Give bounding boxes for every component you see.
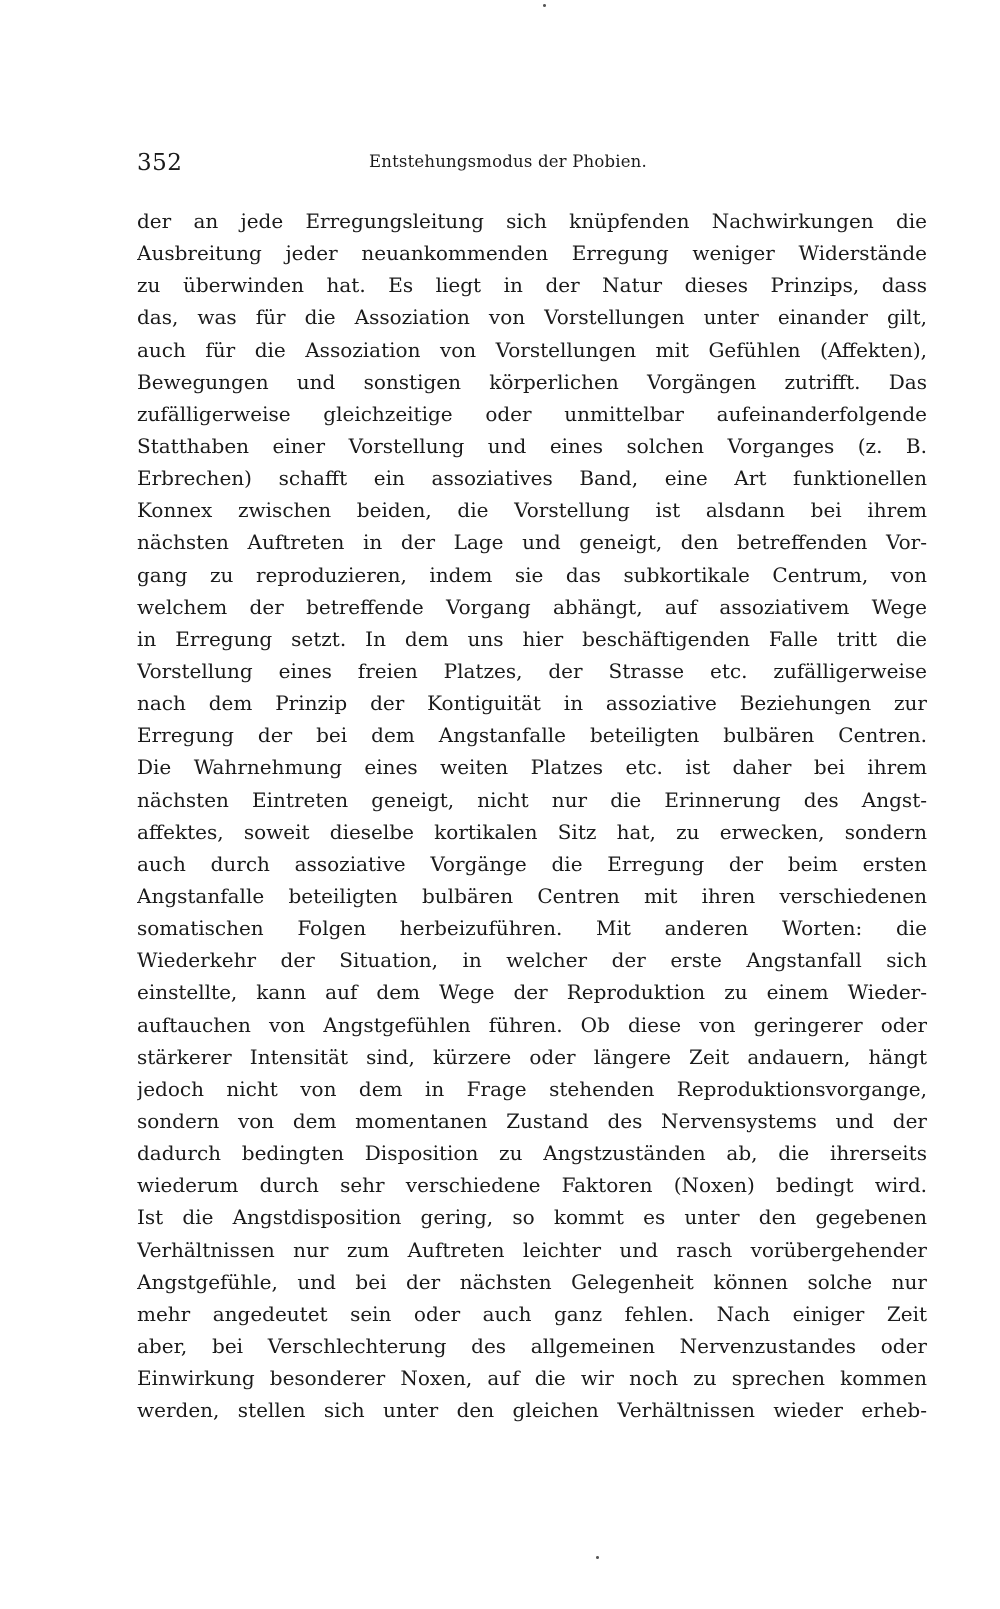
running-head: Entstehungsmodus der Phobien. — [369, 152, 647, 171]
text-line: Konnex zwischen beiden, die Vorstellung ist alsdann bei ihrem — [137, 498, 927, 523]
body-text — [137, 205, 927, 1426]
text-line: Einwirkung besonderer Noxen, auf die wir noch zu sprechen kommen — [137, 1366, 927, 1391]
text-line: Die Wahrnehmung eines weiten Platzes etc. ist daher bei ihrem — [137, 755, 927, 780]
text-line: der an jede Erregungsleitung sich knüpfenden Nachwirkungen die — [137, 209, 927, 233]
text-line: dadurch bedingten Disposition zu Angstzuständen ab, die ihrerseits — [137, 1141, 927, 1166]
text-line: zu überwinden hat. Es liegt in der Natur dieses Prinzips, dass — [137, 273, 927, 298]
text-line: welchem der betreffende Vorgang abhängt, auf assoziativem Wege — [137, 594, 927, 619]
text-line: jedoch nicht von dem in Frage stehenden Reproduktionsvorgange, — [137, 1076, 927, 1101]
page-header — [137, 150, 927, 184]
text-line: auftauchen von Angstgefühlen führen. Ob diese von geringerer oder — [137, 1012, 927, 1037]
text-line: gang zu reproduzieren, indem sie das subkortikale Centrum, von — [137, 562, 927, 587]
scan-speck — [596, 1556, 599, 1559]
text-line: Angstanfalle beteiligten bulbären Centren mit ihren verschiedenen — [137, 883, 927, 908]
text-line: Verhältnissen nur zum Auftreten leichter und rasch vorübergehender — [137, 1237, 927, 1262]
text-line: affektes, soweit dieselbe kortikalen Sitz hat, zu erwecken, sondern — [137, 819, 927, 844]
text-line: auch für die Assoziation von Vorstellungen mit Gefühlen (Affekten), — [137, 337, 927, 362]
text-line: mehr angedeutet sein oder auch ganz fehlen. Nach einiger Zeit — [137, 1301, 927, 1326]
text-line: in Erregung setzt. In dem uns hier beschäftigenden Falle tritt die — [137, 626, 927, 651]
page-number: 352 — [137, 150, 183, 176]
text-line: zufälligerweise gleichzeitige oder unmittelbar aufeinanderfolgende — [137, 401, 927, 426]
text-line: Ist die Angstdisposition gering, so kommt es unter den gegebenen — [137, 1205, 927, 1230]
text-line: einstellte, kann auf dem Wege der Reproduktion zu einem Wieder- — [137, 980, 927, 1005]
text-line: sondern von dem momentanen Zustand des Nervensystems und der — [137, 1108, 927, 1133]
text-line: Vorstellung eines freien Platzes, der Strasse etc. zufälligerweise — [137, 658, 927, 683]
text-line: Angstgefühle, und bei der nächsten Gelegenheit können solche nur — [137, 1269, 927, 1294]
scan-speck — [543, 4, 546, 7]
text-line: werden, stellen sich unter den gleichen Verhältnissen wieder erheb- — [137, 1398, 927, 1423]
text-line: stärkerer Intensität sind, kürzere oder längere Zeit andauern, hängt — [137, 1044, 927, 1069]
text-line: auch durch assoziative Vorgänge die Erregung der beim ersten — [137, 851, 927, 876]
text-line: Erregung der bei dem Angstanfalle beteiligten bulbären Centren. — [137, 723, 927, 748]
text-line: wiederum durch sehr verschiedene Faktoren (Noxen) bedingt wird. — [137, 1173, 927, 1198]
text-line: nächsten Eintreten geneigt, nicht nur die Erinnerung des Angst- — [137, 787, 927, 812]
text-line: das, was für die Assoziation von Vorstellungen unter einander gilt, — [137, 305, 927, 330]
text-line: nach dem Prinzip der Kontiguität in assoziative Beziehungen zur — [137, 691, 927, 716]
text-line: Erbrechen) schafft ein assoziatives Band, eine Art funktionellen — [137, 466, 927, 491]
text-line: Wiederkehr der Situation, in welcher der erste Angstanfall sich — [137, 948, 927, 973]
text-line: aber, bei Verschlechterung des allgemeinen Nervenzustandes oder — [137, 1333, 927, 1358]
text-line: nächsten Auftreten in der Lage und geneigt, den betreffenden Vor- — [137, 530, 927, 555]
text-line: Statthaben einer Vorstellung und eines solchen Vorganges (z. B. — [137, 433, 927, 458]
text-line: somatischen Folgen herbeizuführen. Mit anderen Worten: die — [137, 916, 927, 941]
text-line: Ausbreitung jeder neuankommenden Erregung weniger Widerstände — [137, 241, 927, 266]
text-line: Bewegungen und sonstigen körperlichen Vorgängen zutrifft. Das — [137, 369, 927, 394]
